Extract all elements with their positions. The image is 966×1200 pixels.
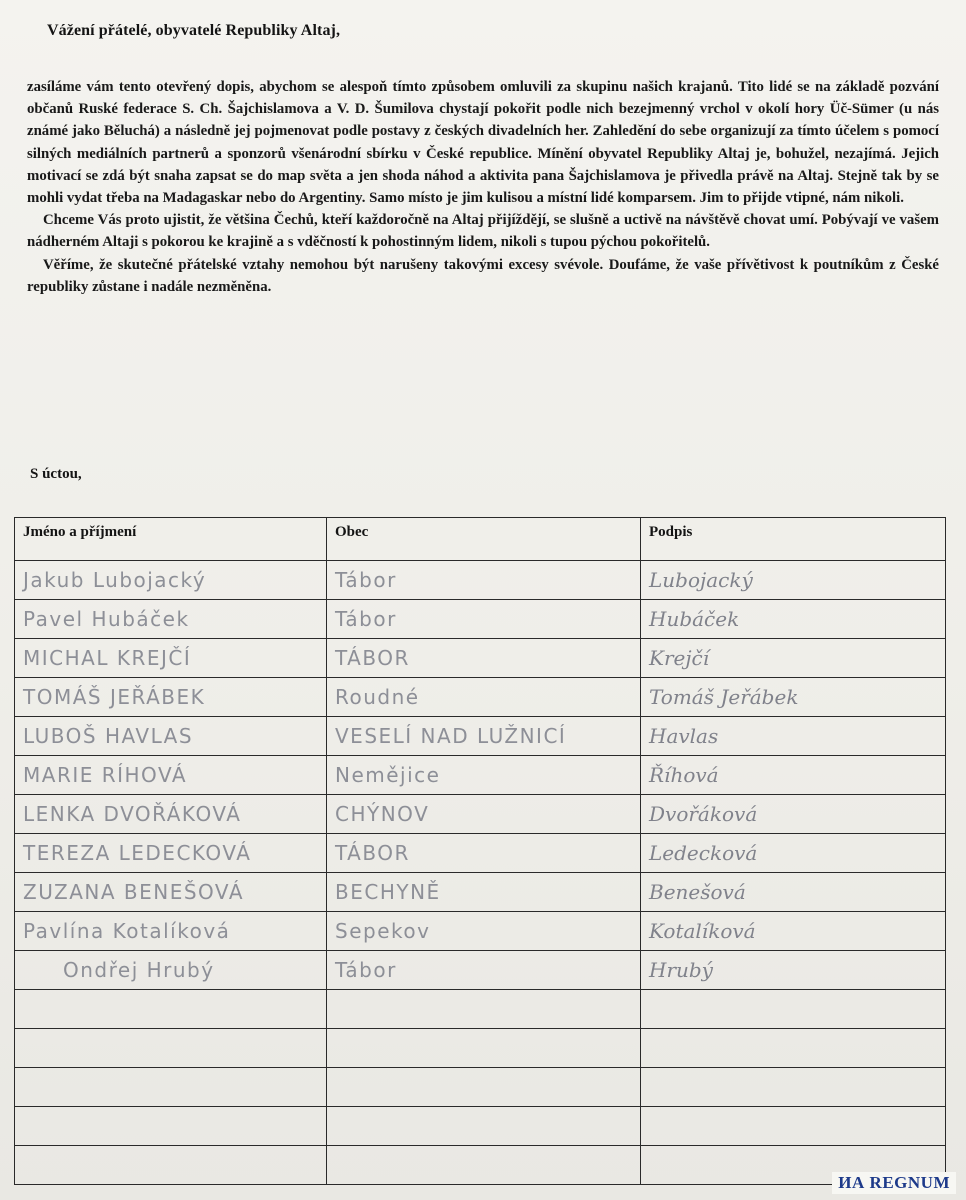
letter-paragraph: Věříme, že skutečné přátelské vztahy nemohou být narušeny takovými excesy svévole. Doufáme, že vaše přívětivost k poutníkům z České republiky zůstane i nadále nezměněna. [27, 256, 939, 295]
signer-name [15, 1107, 327, 1146]
signer-town: Roudné [327, 678, 641, 717]
table-row [15, 1068, 946, 1107]
signer-town [327, 1068, 641, 1107]
signer-name: LUBOŠ HAVLAS [15, 717, 327, 756]
signer-signature: Lubojacký [641, 561, 946, 600]
table-header-row [15, 518, 946, 561]
signer-town: BECHYNĚ [327, 873, 641, 912]
signer-signature: Krejčí [641, 639, 946, 678]
letter-closing: S úctou, [30, 466, 82, 482]
table-row [15, 639, 946, 678]
signer-signature: Ledecková [641, 834, 946, 873]
signer-name [15, 1068, 327, 1107]
signer-name [15, 1146, 327, 1185]
signer-name: ZUZANA BENEŠOVÁ [15, 873, 327, 912]
signer-town: VESELÍ NAD LUŽNICÍ [327, 717, 641, 756]
letter-salutation: Vážení přátelé, obyvatelé Republiky Altaj, [47, 22, 341, 39]
table-row [15, 1029, 946, 1068]
signer-town: CHÝNOV [327, 795, 641, 834]
signer-name: LENKA DVOŘÁKOVÁ [15, 795, 327, 834]
signer-signature [641, 1029, 946, 1068]
signer-signature: Kotalíková [641, 912, 946, 951]
signer-name: TOMÁŠ JEŘÁBEK [15, 678, 327, 717]
signer-name: TEREZA LEDECKOVÁ [15, 834, 327, 873]
signature-table [14, 517, 946, 1185]
signer-signature: Tomáš Jeřábek [641, 678, 946, 717]
signer-signature: Dvořáková [641, 795, 946, 834]
signer-name [15, 990, 327, 1029]
table-row [15, 873, 946, 912]
signer-town [327, 1146, 641, 1185]
signer-town [327, 1107, 641, 1146]
table-row [15, 795, 946, 834]
table-row [15, 561, 946, 600]
letter-paragraph: zasíláme vám tento otevřený dopis, abychom se alespoň tímto způsobem omluvili za skupinu našich krajanů. Tito lidé se na základě pozvání občanů Ruské federace S. Ch. Šajchislamova a V. D. Šumilova chystají pokořit podle nich bezejmenný vrchol v okolí hory Üč-Sümer (u nás známé jako Běluchá) a následně jej pojmenovat podle postavy z českých divadelních her. Zahledění do sebe organizují za tímto účelem s pomocí silných mediálních partnerů a sponzorů všenárodní sbírku v České republice. Mínění obyvatel Republiky Altaj je, bohužel, nezajímá. Jejich motivací se zdá být snaha zapsat se do map světa a jen shoda náhod a aktivita pana Šajchislamova je přivedla právě na Altaj. Stejně tak by se mohli vydat třeba na Madagaskar nebo do Argentiny. Samo místo je jim kulisou a místní lidé komparsem. Jim to přijde vtipné, nám nikoli. [27, 79, 939, 207]
signer-town: Sepekov [327, 912, 641, 951]
table-row [15, 678, 946, 717]
signer-name [15, 1029, 327, 1068]
table-row [15, 834, 946, 873]
table-row [15, 1107, 946, 1146]
regnum-watermark: ИА REGNUM [832, 1172, 956, 1194]
signer-town: TÁBOR [327, 834, 641, 873]
table-row [15, 951, 946, 990]
table-row [15, 717, 946, 756]
signer-signature [641, 990, 946, 1029]
signer-town: TÁBOR [327, 639, 641, 678]
letter-paragraph: Chceme Vás proto ujistit, že většina Čechů, kteří každoročně na Altaj přijíždějí, se slušně a uctivě na návštěvě chovat umí. Pobývají ve vašem nádherném Altaji s pokorou ke krajině a s vděčností k pohostinným lidem, nikoli s tupou pýchou pokořitelů. [27, 212, 939, 251]
table-row [15, 912, 946, 951]
signer-town [327, 1029, 641, 1068]
signer-town: Nemějice [327, 756, 641, 795]
signer-name: Pavlína Kotalíková [15, 912, 327, 951]
column-header-name: Jméno a příjmení [15, 518, 327, 561]
signer-name: MICHAL KREJČÍ [15, 639, 327, 678]
signer-town: Tábor [327, 600, 641, 639]
signer-signature [641, 1068, 946, 1107]
signer-signature: Říhová [641, 756, 946, 795]
signer-name: Ondřej Hrubý [15, 951, 327, 990]
signer-town: Tábor [327, 951, 641, 990]
signer-name: Pavel Hubáček [15, 600, 327, 639]
signer-signature: Hubáček [641, 600, 946, 639]
signer-signature [641, 1107, 946, 1146]
table-row [15, 756, 946, 795]
signer-name: Jakub Lubojacký [15, 561, 327, 600]
table-row [15, 600, 946, 639]
table-row [15, 990, 946, 1029]
signer-signature: Benešová [641, 873, 946, 912]
signer-signature: Havlas [641, 717, 946, 756]
column-header-signature: Podpis [641, 518, 946, 561]
signer-name: MARIE RÍHOVÁ [15, 756, 327, 795]
table-row [15, 1146, 946, 1185]
signer-town: Tábor [327, 561, 641, 600]
signer-signature: Hrubý [641, 951, 946, 990]
column-header-town: Obec [327, 518, 641, 561]
letter-body [27, 76, 939, 298]
signer-town [327, 990, 641, 1029]
